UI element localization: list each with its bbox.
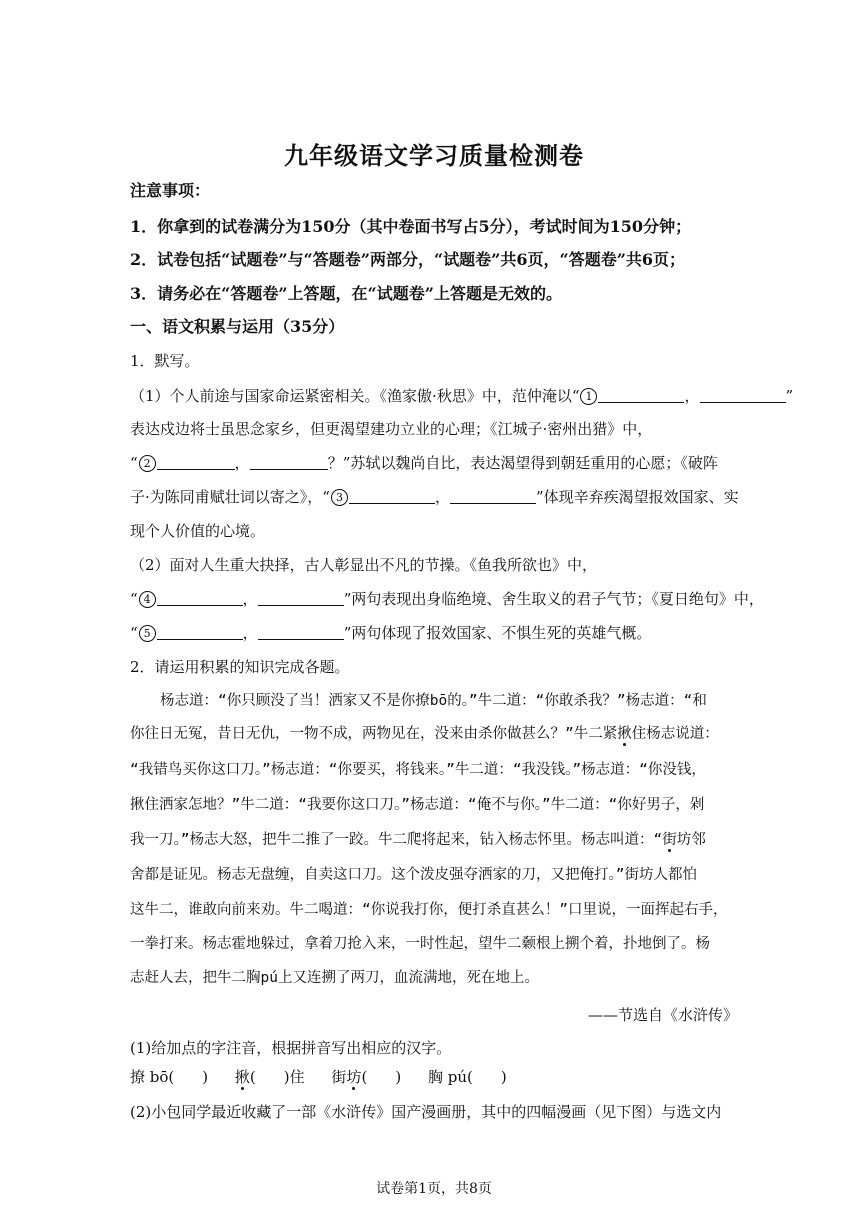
question-1-part2-line1: （2）面对人生重大抉择，古人彰显出不凡的节操。《鱼我所欲也》中， [130,556,598,574]
text-segment: “ [130,624,138,642]
text-segment: ”两句表现出身临绝境、舍生取义的君子气节；《夏日绝句》中， [343,590,764,608]
question-1-part1-line2: 表达戍边将士虽思念家乡，但更渴望建功立业的心理；《江城子·密州出猎》中， [130,420,653,438]
question-1-part1-line1 [130,386,794,406]
dotted-char: 街 [662,832,677,848]
dotted-char: 揪 [617,726,632,742]
question-1-part2-line2 [130,589,764,609]
text-segment: “ [130,454,138,472]
item-text: ( [249,1068,256,1086]
blank-number-5: 5 [139,625,156,642]
page-footer: 试卷第1页，共8页 [376,1181,492,1197]
excerpt-line [130,830,744,850]
excerpt-source: ——节选自《水浒传》 [587,1006,738,1024]
item-text: 胸 pú( [427,1068,473,1086]
excerpt-line: 一拳打来。杨志霍地躲过，拿着刀抢入来，一时性起，望牛二颡根上搠个着，扑地倒了。杨 [130,936,710,952]
answer-blank[interactable] [258,591,344,606]
text-segment: 子·为陈同甫赋壮词以寄之》，“ [130,488,330,506]
page-title: 九年级语文学习质量检测卷 [284,141,584,170]
item-text: ) [500,1068,507,1086]
question-1-part1-line5: 现个人价值的心境。 [130,522,266,540]
sub-question-1-items [130,1067,750,1087]
blank-number-1: 1 [580,388,597,405]
item-text: 撩 bō( [130,1068,175,1086]
notice-item-3: 3．请务必在“答题卷”上答题，在“试题卷”上答题是无效的。 [130,284,562,303]
question-2-label: 2．请运用积累的知识完成各题。 [130,658,350,676]
excerpt-line: 舍都是证见。杨志无盘缠，自卖这口刀。这个泼皮强夺洒家的刀，又把俺打。”街坊人都怕 [130,867,697,883]
text-segment: ， [242,624,258,642]
text-segment: ？”苏轼以魏尚自比，表达渴望得到朝廷重用的心愿；《破阵 [327,454,718,472]
question-1-part1-line4 [130,487,750,507]
text-segment: 你往日无冤，昔日无仇，一物不成，两物见在，没来由杀你做甚么？”牛二紧 [130,726,618,742]
text-segment: ， [234,454,250,472]
text-segment: 邻 [691,832,706,848]
question-1-part1-line3 [130,453,750,473]
item-text: ( [361,1068,368,1086]
item-text: ) [395,1068,402,1086]
text-segment: ， [684,387,700,405]
notice-item-2: 2．试卷包括“试题卷”与“答题卷”两部分，“试题卷”共6页，“答题卷”共6页； [130,250,686,269]
excerpt-line: 这牛二，谁敢向前来劝。牛二喝道：“你说我打你，便打杀直甚么！”口里说，一面挥起右手， [130,902,728,918]
answer-blank[interactable] [700,388,786,403]
excerpt-line [130,724,744,744]
text-segment: 我一刀。”杨志大怒，把牛二推了一跤。牛二爬将起来，钻入杨志怀里。杨志叫道：“ [130,832,663,848]
excerpt-line: 杨志道：“你只顾没了当！洒家又不是你撩bō的。”牛二道：“你敢杀我？”杨志道：“和 [160,693,707,709]
answer-blank[interactable] [157,455,235,470]
sub-question-1-label: (1)给加点的字注音，根据拼音写出相应的汉字。 [130,1039,452,1057]
answer-blank[interactable] [250,455,328,470]
item-text: ) [202,1068,209,1086]
dotted-char: 揪 [234,1068,250,1086]
notice-heading: 注意事项： [130,181,211,200]
text-segment: ” [785,387,794,405]
excerpt-line: 志赶人去，把牛二胸pú上又连搠了两刀，血流满地，死在地上。 [130,970,539,986]
blank-number-2: 2 [139,455,156,472]
answer-blank[interactable] [157,625,243,640]
text-segment: （1）个人前途与国家命运紧密相关。《渔家傲·秋思》中，范仲淹以“ [130,387,580,405]
text-segment: “ [130,590,138,608]
text-segment: ”体现辛弃疾渴望报效国家、实 [535,488,739,506]
text-segment: ， [434,488,450,506]
notice-item-1: 1．你拿到的试卷满分为150分（其中卷面书写占5分），考试时间为150分钟； [130,217,692,236]
question-1-label: 1．默写。 [130,352,200,370]
section-heading: 一、语文积累与运用（35分） [130,317,345,336]
item-text: 街坊 [331,1068,362,1086]
answer-blank[interactable] [450,489,536,504]
text-segment [662,832,691,848]
text-segment: 坊 [676,832,692,848]
excerpt-line: 揪住洒家怎地？”牛二道：“我要你这口刀。”杨志道：“俺不与你。”牛二道：“你好男子，剁 [130,797,705,813]
answer-blank[interactable] [349,489,435,504]
sub-question-2-label: (2)小包同学最近收藏了一部《水浒传》国产漫画册，其中的四幅漫画（见下图）与选文内 [130,1103,722,1121]
dotted-char: 坊 [346,1068,362,1086]
excerpt-line: “我错鸟买你这口刀。”杨志道：“你要买，将钱来。”牛二道：“我没钱。”杨志道：“你没钱， [130,762,706,778]
text-segment: ”两句体现了报效国家、不惧生死的英雄气概。 [343,624,652,642]
text-segment: 住杨志说道： [631,726,719,742]
answer-blank[interactable] [258,625,344,640]
text-segment: ， [242,590,258,608]
answer-blank[interactable] [598,388,684,403]
blank-number-4: 4 [139,591,156,608]
item-text: )住 [283,1068,305,1086]
answer-blank[interactable] [157,591,243,606]
blank-number-3: 3 [331,489,348,506]
question-1-part2-line3 [130,623,750,643]
